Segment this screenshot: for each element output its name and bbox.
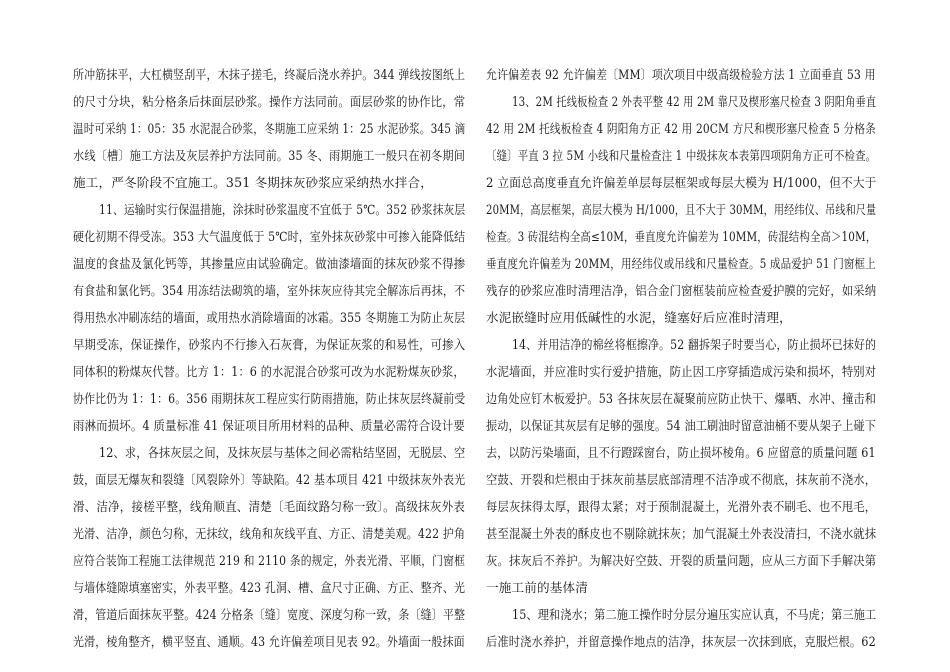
text-line: 残存的砂浆应准时清理洁净，铝合金门窗框装前应检查爱护膜的完好，如采纳 [486, 283, 877, 298]
text-line: 有食盐和氯化钙。354 用冻结法砌筑的墙，室外抹灰应待其完全解冻后再抹，不 [73, 283, 466, 298]
text-line: 滑、洁净，接槎平整，线角顺直、清楚〔毛面纹路匀称一致〕。高级抹灰外表 [73, 499, 465, 514]
text-line: 鼓，面层无爆灰和裂缝〔风裂除外〕等缺陷。42 基本项目 421 中级抹灰外表光 [73, 472, 466, 487]
paragraph-start-line: 11、运输时实行保温措施，涂抹时砂浆温度不宜低于 5℃。352 砂浆抹灰层 [99, 202, 466, 217]
text-line: 硬化初期不得受冻。353 大气温度低于 5℃时，室外抹灰砂浆中可掺入能降低结 [73, 229, 466, 244]
text-line: 水泥嵌缝时应用低碱性的水泥，缝塞好后应准时清理， [486, 310, 792, 325]
text-line: 水线〔槽〕施工方法及灰层养护方法同前。35 冬、雨期施工一般只在初冬期间 [73, 148, 466, 163]
text-line: 温度的食盐及氯化钙等，其掺量应由试验确定。做油漆墙面的抹灰砂浆不得掺 [73, 256, 466, 271]
text-line: 滑，管道后面抹灰平整。424 分格条〔缝〕宽度、深度匀称一致，条〔缝〕平整 [73, 607, 466, 622]
text-line: 同体积的粉煤灰代替。比方 1：1：6 的水泥混合砂浆可改为水泥粉煤灰砂浆， [73, 364, 465, 379]
paragraph-start-line: 12、求，各抹灰层之间，及抹灰层与基体之间必需粘结坚固，无脱层、空 [99, 445, 466, 460]
text-line: 检查。3 砖混结构全高≤10M，垂直度允许偏差为 10MM，砖混结构全高＞10M， [486, 229, 877, 244]
text-line: 灰。抹灰后不养护。为解决好空鼓、开裂的质量问题，应从三方面下手解决第 [486, 553, 877, 568]
text-line: 20MM，高层框架，高层大模为 H/1000，且不大于 30MM，用经纬仪、吊线和尺量 [486, 202, 877, 217]
text-line: 水泥墙面，并应准时实行爱护措施，防止因工序穿插造成污染和损坏，特别对 [486, 364, 877, 379]
text-line: 后准时浇水养护，并留意操作地点的洁净，抹灰层一次抹到底，克服烂根。62 [486, 634, 876, 649]
text-line: 早期受冻，保证操作，砂浆内不行掺入石灰膏，为保证灰浆的和易性，可掺入 [73, 337, 466, 352]
text-line: 所冲筋抹平，大杠横竖刮平，木抹子搓毛，终凝后浇水养护。344 弹线按图纸上 [73, 67, 466, 82]
text-line: 的尺寸分块，粘分格条后抹面层砂浆。操作方法同前。面层砂浆的协作比，常 [73, 94, 466, 109]
text-line: 2 立面总高度垂直允许偏差单层每层框架或每层大模为 H/1000，但不大于 [486, 175, 877, 190]
text-line: 空鼓、开裂和烂根由于抹灰前基层底部清理不洁净或不彻底，抹灰前不浇水， [486, 472, 877, 487]
text-line: 雨淋而损坏。4 质量标准 41 保证项目所用材料的品种、质量必需符合设计要 [73, 418, 466, 433]
text-line: 〔缝〕平直 3 拉 5M 小线和尺量检查注 1 中级抹灰本表第四项阴角方正可不检查。 [486, 148, 877, 163]
paragraph-start-line: 15、理和浇水；第二施工操作时分层分遍压实应认真，不马虎；第三施工 [512, 607, 877, 622]
text-line: 施工，严冬阶段不宜施工。351 冬期抹灰砂浆应采纳热水拌合， [73, 175, 433, 190]
paragraph-start-line: 14、并用洁净的棉丝将框擦净。52 翻拆架子时要当心，防止损坏已抹好的 [512, 337, 877, 352]
text-line: 每层灰抹得太厚，跟得太紧；对于预制混凝土，光滑外表不刷毛、也不甩毛， [486, 499, 877, 514]
text-line: 协作比仍为 1：1：6。356 雨期抹灰工程应实行防雨措施，防止抹灰层终凝前受 [73, 391, 466, 406]
text-line: 温时可采纳 1：05：35 水泥混合砂浆，冬期施工应采纳 1：25 水泥砂浆。345 滴 [73, 121, 466, 136]
text-line: 甚至混凝土外表的酥皮也不剔除就抹灰；加气混凝土外表没清扫，不浇水就抹 [486, 526, 877, 541]
text-line: 与墙体缝隙填塞密实，外表平整。423 孔洞、槽、盒尺寸正确、方正、整齐、光 [73, 580, 466, 595]
text-line: 垂直度允许偏差为 20MM，用经纬仪或吊线和尺量检查。5 成品爱护 51 门窗框上 [486, 256, 876, 271]
text-line: 振动，以保证其灰层有足够的强度。54 油工刷油时留意油桶不要从架子上碰下 [486, 418, 877, 433]
text-line: 光滑、洁净，颜色匀称，无抹纹，线角和灰线平直、方正、清楚美观。422 护角 [73, 526, 466, 541]
text-line: 去，以防污染墙面，且不行蹬踩窗台，防止损坏棱角。6 应留意的质量问题 61 [486, 445, 876, 460]
text-line: 得用热水冲刷冻结的墙面，或用热水消除墙面的冰霜。355 冬期施工为防止灰层 [73, 310, 466, 325]
text-line: 一施工前的基体清 [486, 580, 588, 595]
text-line: 允许偏差表 92 允许偏差〔MM〕项次项目中级高级检验方法 1 立面垂直 53 用 [486, 67, 876, 82]
text-line: 42 用 2M 托线板检查 4 阴阳角方正 42 用 20CM 方尺和楔形塞尺检查 5 分格条 [486, 121, 876, 136]
paragraph-start-line: 13、2M 托线板检查 2 外表平整 42 用 2M 靠尺及楔形塞尺检查 3 阴阳角垂直 [512, 94, 877, 109]
text-line: 边角处应钉木板爱护。53 各抹灰层在凝聚前应防止快干、爆晒、水冲、撞击和 [486, 391, 877, 406]
text-line: 光滑，棱角整齐，横平竖直、通顺。43 允许偏差项目见表 92。外墙面一般抹面 [73, 634, 465, 649]
text-line: 应符合装饰工程施工法律规范 219 和 2110 条的规定，外表光滑、平顺，门窗框 [73, 553, 466, 568]
